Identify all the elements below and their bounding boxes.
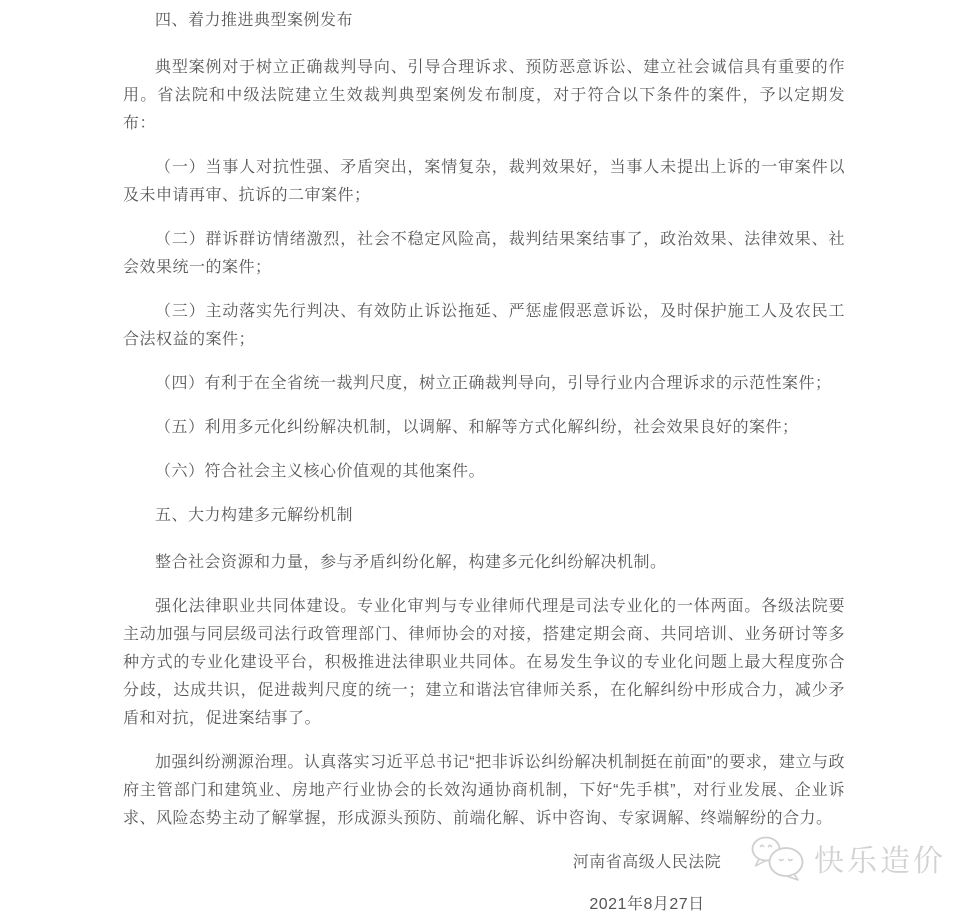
paragraph: 强化法律职业共同体建设。专业化审判与专业律师代理是司法专业化的一体两面。各级法院要主动加强与同层级司法行政管理部门、律师协会的对接，搭建定期会商、共同培训、业务研讨等多种方式的专业化建设平台，积极推进法律职业共同体。在易发生争议的专业化问题上最大程度弥合分歧，达成共识，促进裁判尺度的统一；建立和谐法官律师关系，在化解纠纷中形成合力，减少矛盾和对抗，促进案结事了。 [123, 598, 845, 727]
wechat-logo-icon [750, 834, 808, 882]
list-item-1: （一）当事人对抗性强、矛盾突出，案情复杂，裁判效果好，当事人未提出上诉的一审案件以及未申请再审、抗诉的二审案件； [123, 159, 845, 204]
list-item-2: （二）群诉群访情绪激烈，社会不稳定风险高，裁判结果案结事了，政治效果、法律效果、社会效果统一的案件； [123, 231, 845, 276]
list-item-4: （四）有利于在全省统一裁判尺度，树立正确裁判导向，引导行业内合理诉求的示范性案件； [155, 375, 832, 392]
paragraph: 典型案例对于树立正确裁判导向、引导合理诉求、预防恶意诉讼、建立社会诚信具有重要的作用。省法院和中级法院建立生效裁判典型案例发布制度，对于符合以下条件的案件，予以定期发布： [123, 59, 845, 132]
watermark [750, 834, 946, 882]
paragraph: 整合社会资源和力量，参与矛盾纠纷化解，构建多元化纠纷解决机制。 [155, 554, 667, 571]
signature-date: 2021年8月27日 [589, 896, 705, 913]
list-item-3: （三）主动落实先行判决、有效防止诉讼拖延、严惩虚假恶意诉讼，及时保护施工人及农民工合法权益的案件； [123, 303, 845, 348]
section-heading-four: 四、着力推进典型案例发布 [155, 12, 354, 29]
section-heading-five: 五、大力构建多元解纷机制 [155, 507, 354, 524]
list-item-5: （五）利用多元化纠纷解决机制，以调解、和解等方式化解纠纷，社会效果良好的案件； [155, 419, 799, 436]
list-item-6: （六）符合社会主义核心价值观的其他案件。 [155, 463, 486, 480]
watermark-text: 快乐造价 [814, 845, 946, 878]
signature-org: 河南省高级人民法院 [572, 854, 722, 871]
paragraph: 加强纠纷溯源治理。认真落实习近平总书记“把非诉讼纠纷解决机制挺在前面”的要求，建立与政府主管部门和建筑业、房地产行业协会的长效沟通协商机制，下好“先手棋”，对行业发展、企业诉求、风险态势主动了解掌握，形成源头预防、前端化解、诉中咨询、专家调解、终端解纷的合力。 [123, 754, 845, 827]
